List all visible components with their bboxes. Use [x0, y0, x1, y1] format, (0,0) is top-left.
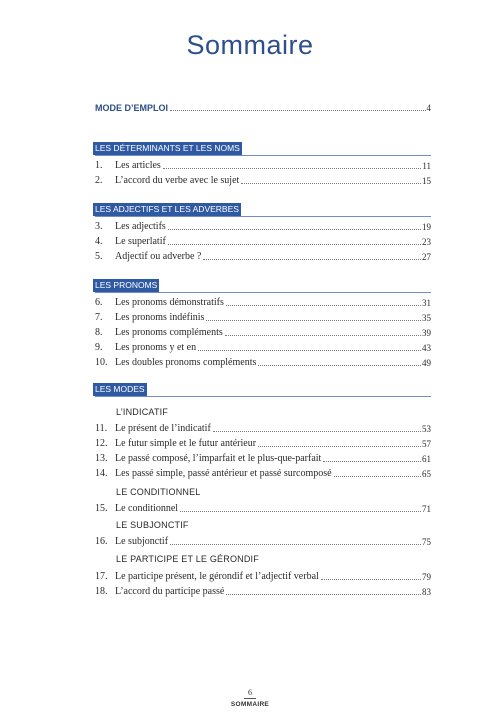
toc-entry-number: 4.	[95, 236, 103, 247]
toc-entry-label: MODE D’EMPLOI	[95, 103, 169, 113]
toc-entry[interactable]	[95, 219, 431, 233]
toc-entry-page: 53	[422, 424, 431, 434]
toc-entry-page: 83	[422, 587, 431, 597]
toc-entry-page: 61	[422, 454, 431, 464]
toc-entry[interactable]	[95, 310, 431, 324]
section-rule	[95, 396, 431, 397]
section-title-pronoms: LES PRONOMS	[95, 280, 158, 290]
toc-entry-number: 9.	[95, 342, 103, 353]
toc-entry-label: Le futur simple et le futur antérieur	[115, 438, 257, 449]
toc-entry-number: 6.	[95, 297, 103, 308]
toc-entry[interactable]	[95, 295, 431, 309]
dot-leader	[206, 319, 421, 321]
toc-entry-number: 14.	[95, 468, 108, 479]
dot-leader	[203, 258, 421, 260]
section-title-modes: LES MODES	[95, 384, 145, 394]
toc-entry-page: 4	[426, 103, 431, 113]
toc-entry-label: Les passé simple, passé antérieur et passé surcomposé	[115, 468, 332, 479]
toc-entry-number: 8.	[95, 327, 103, 338]
toc-entry[interactable]	[95, 158, 431, 172]
dot-leader	[334, 475, 421, 477]
toc-entry-mode-emploi[interactable]	[95, 100, 431, 114]
toc-entry-number: 11.	[95, 423, 108, 434]
toc-entry[interactable]	[95, 451, 431, 465]
toc-entry-page: 31	[422, 298, 431, 308]
toc-entry-label: Les pronoms y et en	[115, 342, 197, 353]
toc-entry[interactable]	[95, 325, 431, 339]
subsection-title-indicatif: L’INDICATIF	[116, 407, 169, 417]
toc-entry-page: 75	[422, 537, 431, 547]
toc-entry[interactable]	[95, 534, 431, 548]
toc-entry-number: 16.	[95, 536, 108, 547]
section-rule	[95, 216, 431, 217]
toc-entry-number: 17.	[95, 571, 108, 582]
dot-leader	[170, 109, 425, 111]
dot-leader	[258, 445, 421, 447]
toc-entry-label: Le subjonctif	[115, 536, 169, 547]
dot-leader	[258, 364, 421, 366]
toc-entry[interactable]	[95, 249, 431, 263]
toc-entry-page: 23	[422, 237, 431, 247]
toc-entry-page: 15	[422, 176, 431, 186]
toc-entry-page: 39	[422, 328, 431, 338]
toc-entry-number: 18.	[95, 586, 108, 597]
page-title: Sommaire	[186, 30, 314, 60]
toc-entry-page: 49	[422, 358, 431, 368]
toc-entry[interactable]	[95, 501, 431, 515]
section-title-determinants: LES DÉTERMINANTS ET LES NOMS	[95, 143, 240, 153]
toc-entry-page: 35	[422, 313, 431, 323]
toc-entry[interactable]	[95, 436, 431, 450]
dot-leader	[226, 304, 421, 306]
toc-entry-label: Les doubles pronoms compléments	[115, 357, 257, 368]
toc-entry-number: 5.	[95, 251, 103, 262]
toc-entry-page: 19	[422, 222, 431, 232]
dot-leader	[170, 543, 421, 545]
toc-entry-number: 15.	[95, 503, 108, 514]
toc-entry-number: 10.	[95, 357, 108, 368]
toc-entry-page: 27	[422, 252, 431, 262]
toc-entry-label: Le participe présent, le gérondif et l’adjectif verbal	[115, 571, 319, 582]
toc-entry-label: Les pronoms compléments	[115, 327, 223, 338]
toc-entry[interactable]	[95, 355, 431, 369]
toc-entry-number: 2.	[95, 175, 103, 186]
dot-leader	[321, 578, 421, 580]
toc-entry-number: 1.	[95, 160, 103, 171]
dot-leader	[198, 349, 421, 351]
toc-entry-page: 57	[422, 439, 431, 449]
toc-entry-number: 12.	[95, 438, 108, 449]
section-title-adjectifs: LES ADJECTIFS ET LES ADVERBES	[95, 204, 239, 214]
toc-entry-number: 13.	[95, 453, 108, 464]
toc-entry-number: 7.	[95, 312, 103, 323]
toc-entry[interactable]	[95, 234, 431, 248]
toc-entry[interactable]	[95, 173, 431, 187]
footer-label: SOMMAIRE	[230, 701, 270, 708]
toc-entry[interactable]	[95, 421, 431, 435]
section-rule	[95, 155, 431, 156]
toc-entry-label: Les pronoms indéfinis	[115, 312, 205, 323]
toc-entry-label: Le superlatif	[115, 236, 166, 247]
subsection-title-participe: LE PARTICIPE ET LE GÉRONDIF	[116, 554, 259, 564]
toc-entry-page: 79	[422, 572, 431, 582]
subsection-title-subjonctif: LE SUBJONCTIF	[116, 520, 189, 530]
toc-entry[interactable]	[95, 584, 431, 598]
toc-entry-label: L’accord du participe passé	[115, 586, 225, 597]
toc-entry-label: Le passé composé, l’imparfait et le plus-que-parfait	[115, 453, 322, 464]
toc-entry[interactable]	[95, 340, 431, 354]
dot-leader	[323, 460, 421, 462]
dot-leader	[226, 593, 421, 595]
toc-entry-label: Adjectif ou adverbe ?	[115, 251, 202, 262]
toc-entry-label: Les adjectifs	[115, 221, 166, 232]
toc-entry[interactable]	[95, 569, 431, 583]
dot-leader	[168, 243, 421, 245]
dot-leader	[168, 228, 421, 230]
footer-divider	[244, 698, 256, 699]
toc-entry-page: 43	[422, 343, 431, 353]
toc-entry-label: Le conditionnel	[115, 503, 179, 514]
toc-entry-label: Les pronoms démonstratifs	[115, 297, 224, 308]
dot-leader	[241, 182, 421, 184]
subsection-title-conditionnel: LE CONDITIONNEL	[116, 487, 201, 497]
toc-entry-number: 3.	[95, 221, 103, 232]
dot-leader	[163, 167, 422, 169]
dot-leader	[225, 334, 421, 336]
toc-entry-label: L’accord du verbe avec le sujet	[115, 175, 240, 186]
toc-entry-page: 65	[422, 469, 431, 479]
toc-entry-label: Les articles	[115, 160, 161, 171]
toc-entry-label: Le présent de l’indicatif	[115, 423, 211, 434]
toc-entry[interactable]	[95, 466, 431, 480]
toc-entry-page: 11	[422, 161, 431, 171]
toc-entry-page: 71	[422, 504, 431, 514]
footer-page-number: 6	[248, 688, 252, 697]
dot-leader	[213, 430, 421, 432]
dot-leader	[180, 510, 421, 512]
section-rule	[95, 292, 431, 293]
